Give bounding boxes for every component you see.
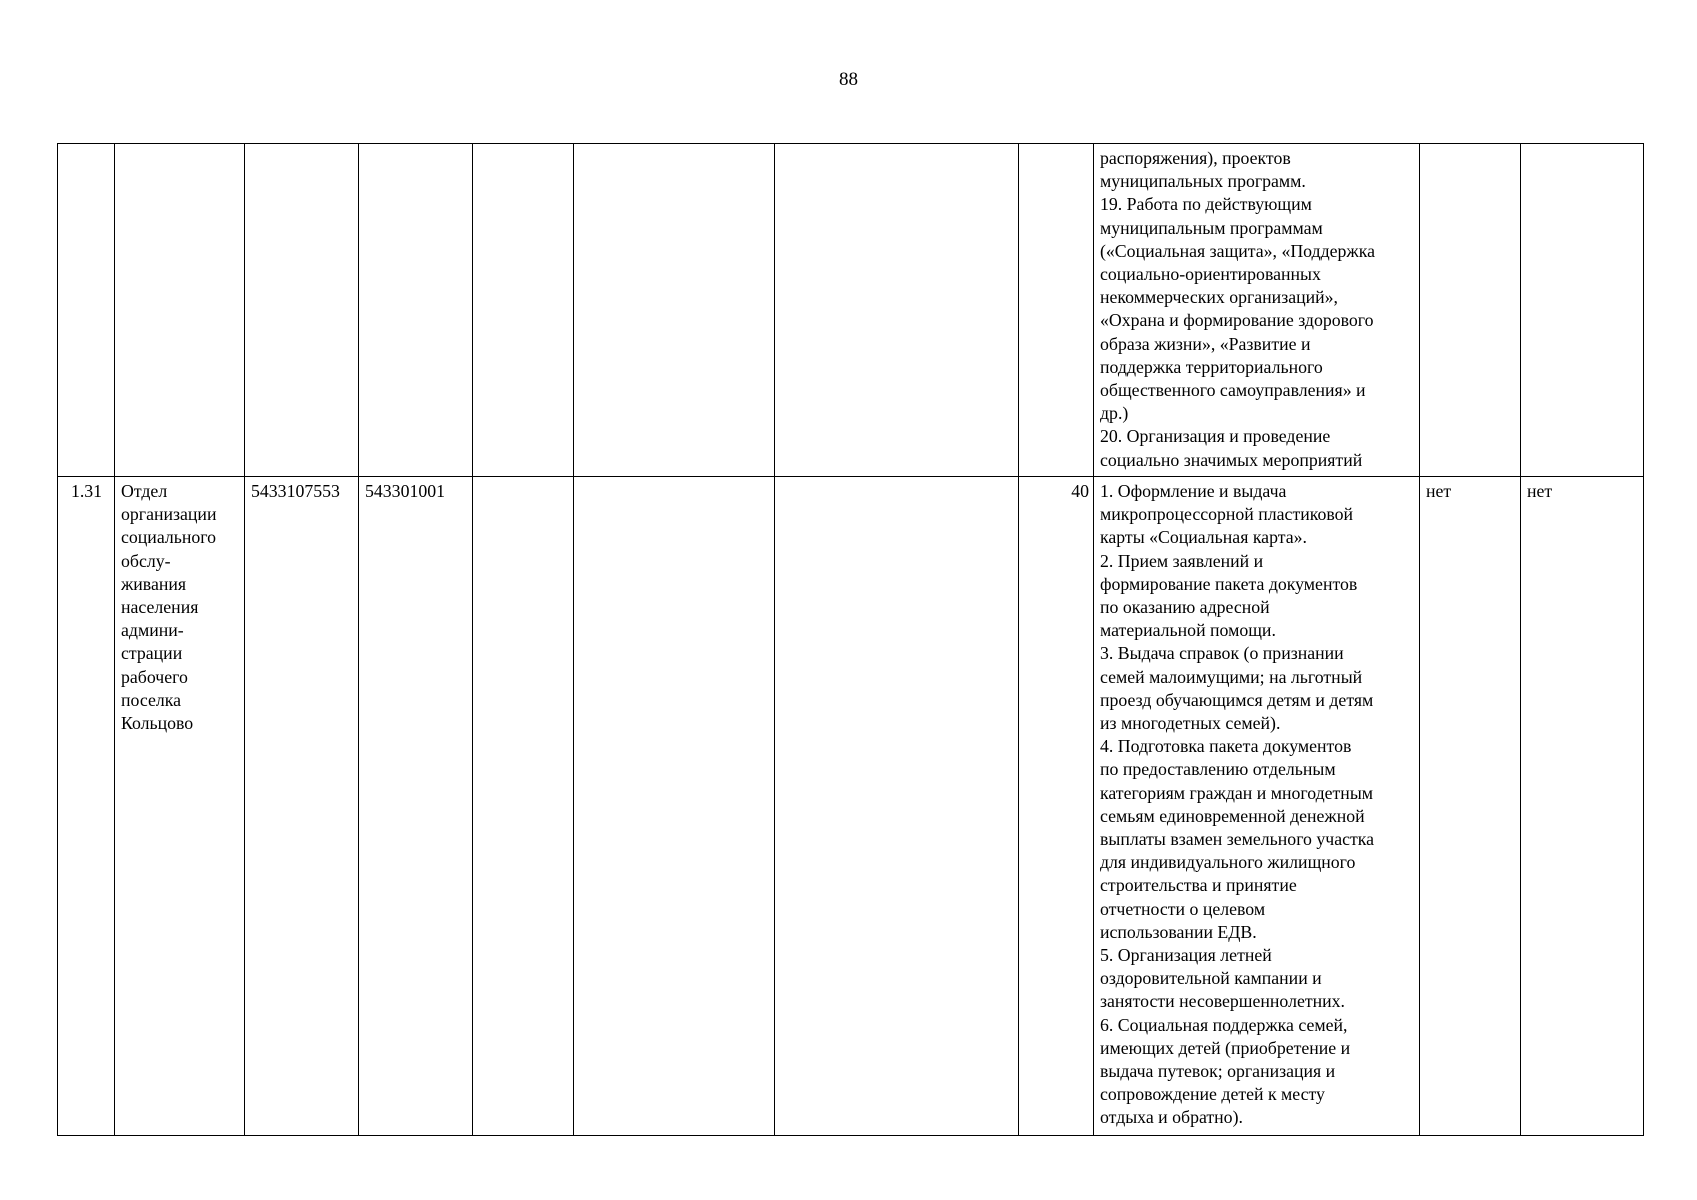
text-line: общественного самоуправления» и bbox=[1100, 380, 1366, 401]
activities-list bbox=[1100, 147, 1414, 472]
count-value: 40 bbox=[1071, 481, 1089, 501]
text-line: Кольцово bbox=[121, 713, 194, 734]
text-line: выдача путевок; организация и bbox=[1100, 1061, 1336, 1082]
text-line: населения bbox=[121, 597, 199, 618]
cell-count bbox=[1019, 477, 1094, 1136]
text-line: сопровождение детей к месту bbox=[1100, 1084, 1325, 1105]
text-line: микропроцессорной пластиковой bbox=[1100, 504, 1354, 525]
text-line: админи- bbox=[121, 620, 184, 641]
text-line: социально значимых мероприятий bbox=[1100, 449, 1363, 470]
text-line: из многодетных семей). bbox=[1100, 713, 1281, 734]
col11-value: нет bbox=[1426, 481, 1452, 501]
cell-name bbox=[115, 477, 245, 1136]
text-line: 4. Подготовка пакета документов bbox=[1100, 736, 1352, 757]
text-line: 1. Оформление и выдача bbox=[1100, 481, 1287, 501]
text-line: 19. Работа по действующим bbox=[1100, 194, 1312, 215]
row-number: 1.31 bbox=[70, 481, 103, 501]
text-line: проезд обучающимся детям и детям bbox=[1100, 689, 1374, 710]
text-line: муниципальных программ. bbox=[1100, 171, 1306, 192]
text-line: распоряжения), проектов bbox=[1100, 148, 1291, 168]
text-line: («Социальная защита», «Поддержка bbox=[1100, 240, 1375, 261]
text-line: отчетности о целевом bbox=[1100, 898, 1266, 919]
inn-value: 5433107553 bbox=[251, 481, 340, 501]
text-line: отдыха и обратно). bbox=[1100, 1107, 1243, 1128]
cell-col5 bbox=[473, 477, 574, 1136]
text-line: материальной помощи. bbox=[1100, 620, 1276, 641]
page-number: 88 bbox=[839, 69, 858, 90]
text-line: рабочего bbox=[121, 666, 188, 687]
text-line: организации bbox=[121, 504, 217, 525]
text-line: формирование пакета документов bbox=[1100, 573, 1358, 594]
col12-value: нет bbox=[1527, 481, 1553, 501]
cell-col12 bbox=[1521, 477, 1644, 1136]
text-line: некоммерческих организаций», bbox=[1100, 287, 1338, 308]
cell-count bbox=[1019, 144, 1094, 477]
cell-col6 bbox=[574, 144, 775, 477]
text-line: поселка bbox=[121, 689, 181, 710]
text-line: 5. Организация летней bbox=[1100, 945, 1272, 966]
cell-name bbox=[115, 144, 245, 477]
cell-col6 bbox=[574, 477, 775, 1136]
text-line: карты «Социальная карта». bbox=[1100, 527, 1307, 548]
organization-name bbox=[121, 480, 239, 735]
text-line: по оказанию адресной bbox=[1100, 597, 1270, 618]
cell-number bbox=[58, 477, 115, 1136]
cell-col7 bbox=[775, 144, 1019, 477]
text-line: категориям граждан и многодетным bbox=[1100, 782, 1374, 803]
text-line: страции bbox=[121, 643, 183, 664]
text-line: социального bbox=[121, 527, 216, 548]
kpp-value: 543301001 bbox=[365, 481, 446, 501]
cell-number bbox=[58, 144, 115, 477]
text-line: по предоставлению отдельным bbox=[1100, 759, 1336, 780]
activities-list bbox=[1100, 480, 1414, 1130]
cell-kpp bbox=[359, 144, 473, 477]
cell-col11 bbox=[1420, 144, 1521, 477]
text-line: использовании ЕДВ. bbox=[1100, 921, 1257, 942]
table-row-continuation bbox=[58, 144, 1644, 477]
text-line: имеющих детей (приобретение и bbox=[1100, 1037, 1351, 1058]
text-line: оздоровительной кампании и bbox=[1100, 968, 1322, 989]
text-line: поддержка территориального bbox=[1100, 356, 1323, 377]
text-line: живания bbox=[121, 573, 187, 594]
text-line: семей малоимущими; на льготный bbox=[1100, 666, 1363, 687]
text-line: для индивидуального жилищного bbox=[1100, 852, 1356, 873]
text-line: «Охрана и формирование здорового bbox=[1100, 310, 1374, 331]
text-line: образа жизни», «Развитие и bbox=[1100, 333, 1311, 354]
registry-table bbox=[57, 143, 1644, 1136]
text-line: 2. Прием заявлений и bbox=[1100, 550, 1264, 571]
text-line: 6. Социальная поддержка семей, bbox=[1100, 1014, 1348, 1035]
cell-col5 bbox=[473, 144, 574, 477]
cell-inn bbox=[245, 477, 359, 1136]
text-line: 20. Организация и проведение bbox=[1100, 426, 1331, 447]
cell-inn bbox=[245, 144, 359, 477]
cell-activities bbox=[1094, 477, 1420, 1136]
text-line: обслу- bbox=[121, 550, 171, 571]
cell-col12 bbox=[1521, 144, 1644, 477]
text-line: выплаты взамен земельного участка bbox=[1100, 829, 1375, 850]
text-line: строительства и принятие bbox=[1100, 875, 1297, 896]
text-line: семьям единовременной денежной bbox=[1100, 805, 1365, 826]
cell-col7 bbox=[775, 477, 1019, 1136]
text-line: муниципальным программам bbox=[1100, 217, 1323, 238]
text-line: др.) bbox=[1100, 403, 1129, 424]
cell-activities bbox=[1094, 144, 1420, 477]
text-line: Отдел bbox=[121, 481, 168, 501]
table-row-1-31 bbox=[58, 477, 1644, 1136]
text-line: 3. Выдача справок (о признании bbox=[1100, 643, 1344, 664]
cell-col11 bbox=[1420, 477, 1521, 1136]
text-line: социально-ориентированных bbox=[1100, 264, 1321, 285]
text-line: занятости несовершеннолетних. bbox=[1100, 991, 1345, 1012]
cell-kpp bbox=[359, 477, 473, 1136]
